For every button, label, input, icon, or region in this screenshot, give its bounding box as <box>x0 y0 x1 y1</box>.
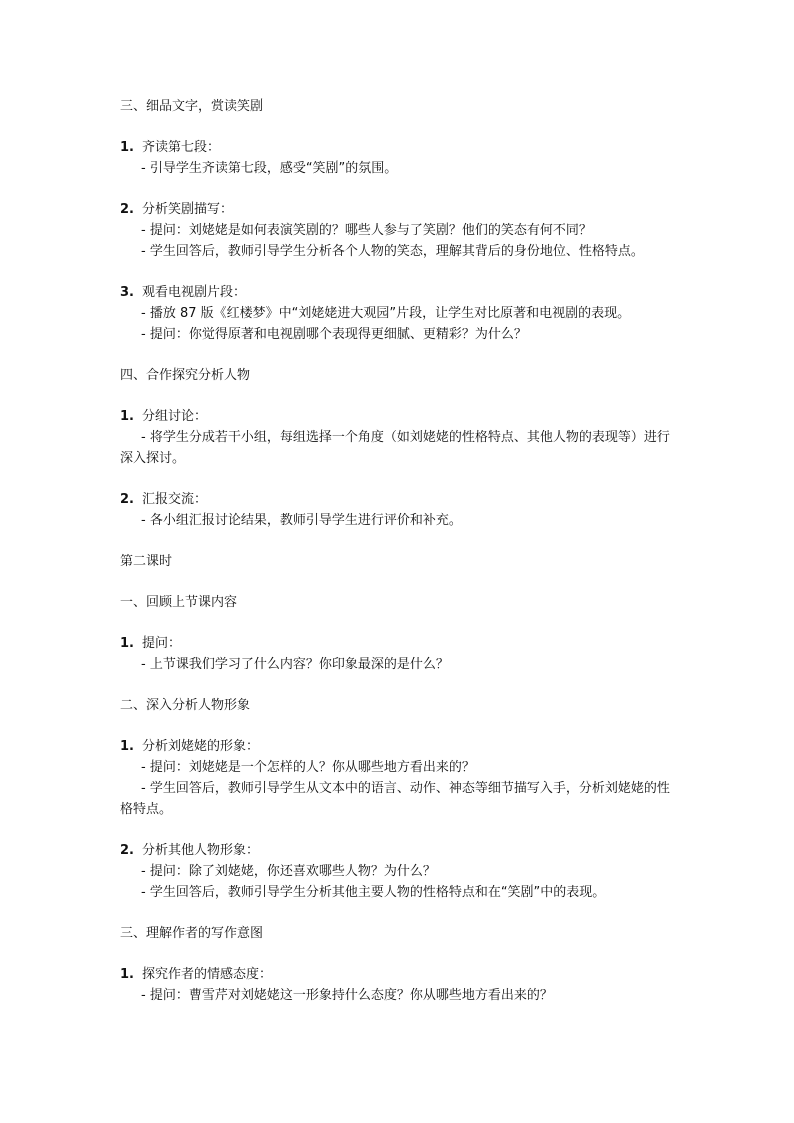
item-label: 分析刘姥姥的形象： <box>141 739 259 754</box>
bullet-text: - 提问：曹雪芹对刘姥姥这一形象持什么态度？你从哪些地方看出来的？ <box>141 988 553 1003</box>
item-number: 2. <box>120 202 134 217</box>
bullet-text: - 学生回答后，教师引导学生从文本中的语言、动作、神态等细节描写入手，分析刘姥姥的性格特点。 <box>120 781 670 817</box>
list-item-heading <box>120 282 680 303</box>
bullet-text: - 各小组汇报讨论结果，教师引导学生进行评价和补充。 <box>141 513 462 528</box>
item-label: 汇报交流： <box>141 492 207 507</box>
item-number: 1. <box>120 636 134 651</box>
list-item-heading <box>120 137 680 158</box>
item-label: 探究作者的情感态度： <box>141 967 272 982</box>
section-heading: 三、理解作者的写作意图 <box>120 926 264 941</box>
list-item-heading <box>120 406 680 427</box>
list-item-heading <box>120 736 680 757</box>
list-item-heading <box>120 199 680 220</box>
bullet-text: - 提问：刘姥姥是如何表演笑剧的？哪些人参与了笑剧？他们的笑态有何不同？ <box>141 223 592 238</box>
bullet-text: - 播放 87 版《红楼梦》中“刘姥姥进大观园”片段，让学生对比原著和电视剧的表现。 <box>141 306 631 321</box>
list-item-heading <box>120 964 680 985</box>
item-label: 分析其他人物形象： <box>141 843 259 858</box>
item-number: 1. <box>120 140 134 155</box>
item-number: 2. <box>120 843 134 858</box>
bullet-text: - 提问：你觉得原著和电视剧哪个表现得更细腻、更精彩？为什么？ <box>141 327 527 342</box>
item-label: 提问： <box>141 636 181 651</box>
item-label: 分析笑剧描写： <box>141 202 233 217</box>
list-item-heading <box>120 489 680 510</box>
item-number: 1. <box>120 409 134 424</box>
item-label: 分组讨论： <box>141 409 207 424</box>
bullet-text: - 引导学生齐读第七段，感受“笑剧”的氛围。 <box>141 161 398 176</box>
bullet-text: - 学生回答后，教师引导学生分析各个人物的笑态，理解其背后的身份地位、性格特点。 <box>141 244 644 259</box>
bullet-text: - 提问：除了刘姥姥，你还喜欢哪些人物？为什么？ <box>141 864 436 879</box>
bullet-text: - 上节课我们学习了什么内容？你印象最深的是什么？ <box>141 657 449 672</box>
section-heading: 二、深入分析人物形象 <box>120 698 251 713</box>
section-heading: 一、回顾上节课内容 <box>120 595 238 610</box>
bullet-text: - 学生回答后，教师引导学生分析其他主要人物的性格特点和在“笑剧”中的表现。 <box>141 885 606 900</box>
section-heading: 三、细品文字，赏读笑剧 <box>120 99 264 114</box>
list-item-heading <box>120 840 680 861</box>
item-number: 1. <box>120 967 134 982</box>
item-label: 观看电视剧片段： <box>141 285 246 300</box>
bullet-text: - 将学生分成若干小组，每组选择一个角度（如刘姥姥的性格特点、其他人物的表现等）进行深入探讨。 <box>120 430 670 466</box>
lesson-heading: 第二课时 <box>120 554 173 569</box>
item-label: 齐读第七段： <box>141 140 220 155</box>
document-body <box>120 96 680 1006</box>
item-number: 3. <box>120 285 134 300</box>
bullet-text: - 提问：刘姥姥是一个怎样的人？你从哪些地方看出来的？ <box>141 760 475 775</box>
item-number: 1. <box>120 739 134 754</box>
list-item-heading <box>120 633 680 654</box>
section-heading: 四、合作探究分析人物 <box>120 368 251 383</box>
item-number: 2. <box>120 492 134 507</box>
